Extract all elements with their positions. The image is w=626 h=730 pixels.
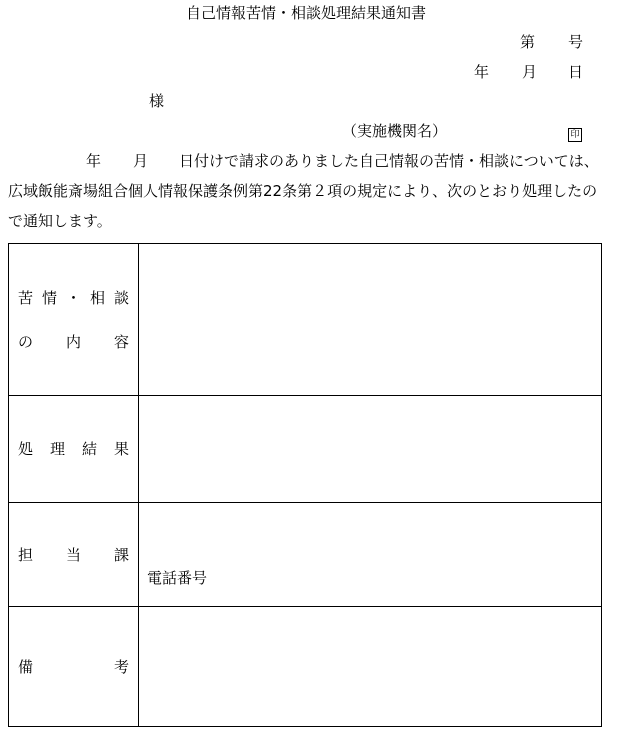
label-department: [9, 503, 139, 607]
seal-char: 印: [568, 128, 582, 142]
phone-number-label: 電話番号: [147, 569, 208, 587]
body-line1-month: 月: [133, 152, 149, 170]
label-complaint-content: [9, 244, 139, 396]
table-row-department: [9, 503, 602, 607]
agency-name-label: （実施機関名）: [342, 122, 448, 140]
table-row-result: [9, 396, 602, 503]
body-line1-text: 日付けで請求のありました自己情報の苦情・相談については、: [179, 152, 599, 170]
label-remarks: [9, 607, 139, 727]
label-line: 備 考: [18, 657, 129, 676]
result-table: [8, 243, 602, 727]
body-line3: で通知します。: [8, 212, 112, 230]
label-line: の 内 容: [18, 332, 129, 351]
remarks-field[interactable]: [139, 607, 602, 727]
table-row-remarks: [9, 607, 602, 727]
processing-result-field[interactable]: [139, 396, 602, 503]
seal-mark: [568, 123, 582, 142]
number-label-go: 号: [568, 33, 584, 51]
date-day-label: 日: [568, 63, 584, 81]
date-year-label: 年: [474, 63, 490, 81]
label-line: 処 理 結 果: [18, 440, 129, 458]
department-field[interactable]: [139, 503, 602, 607]
label-processing-result: [9, 396, 139, 503]
label-line: 担 当 課: [18, 545, 129, 564]
body-line2: 広域飯能斎場組合個人情報保護条例第22条第２項の規定により、次のとおり処理したの: [8, 182, 598, 200]
date-month-label: 月: [522, 63, 538, 81]
document-title: 自己情報苦情・相談処理結果通知書: [185, 4, 426, 22]
recipient-honorific: 様: [149, 92, 165, 110]
table-row-complaint: [9, 244, 602, 396]
number-label-dai: 第: [520, 33, 536, 51]
body-line1-year: 年: [86, 152, 102, 170]
complaint-content-field[interactable]: [139, 244, 602, 396]
label-line: 苦 情 ・ 相 談: [18, 288, 129, 307]
